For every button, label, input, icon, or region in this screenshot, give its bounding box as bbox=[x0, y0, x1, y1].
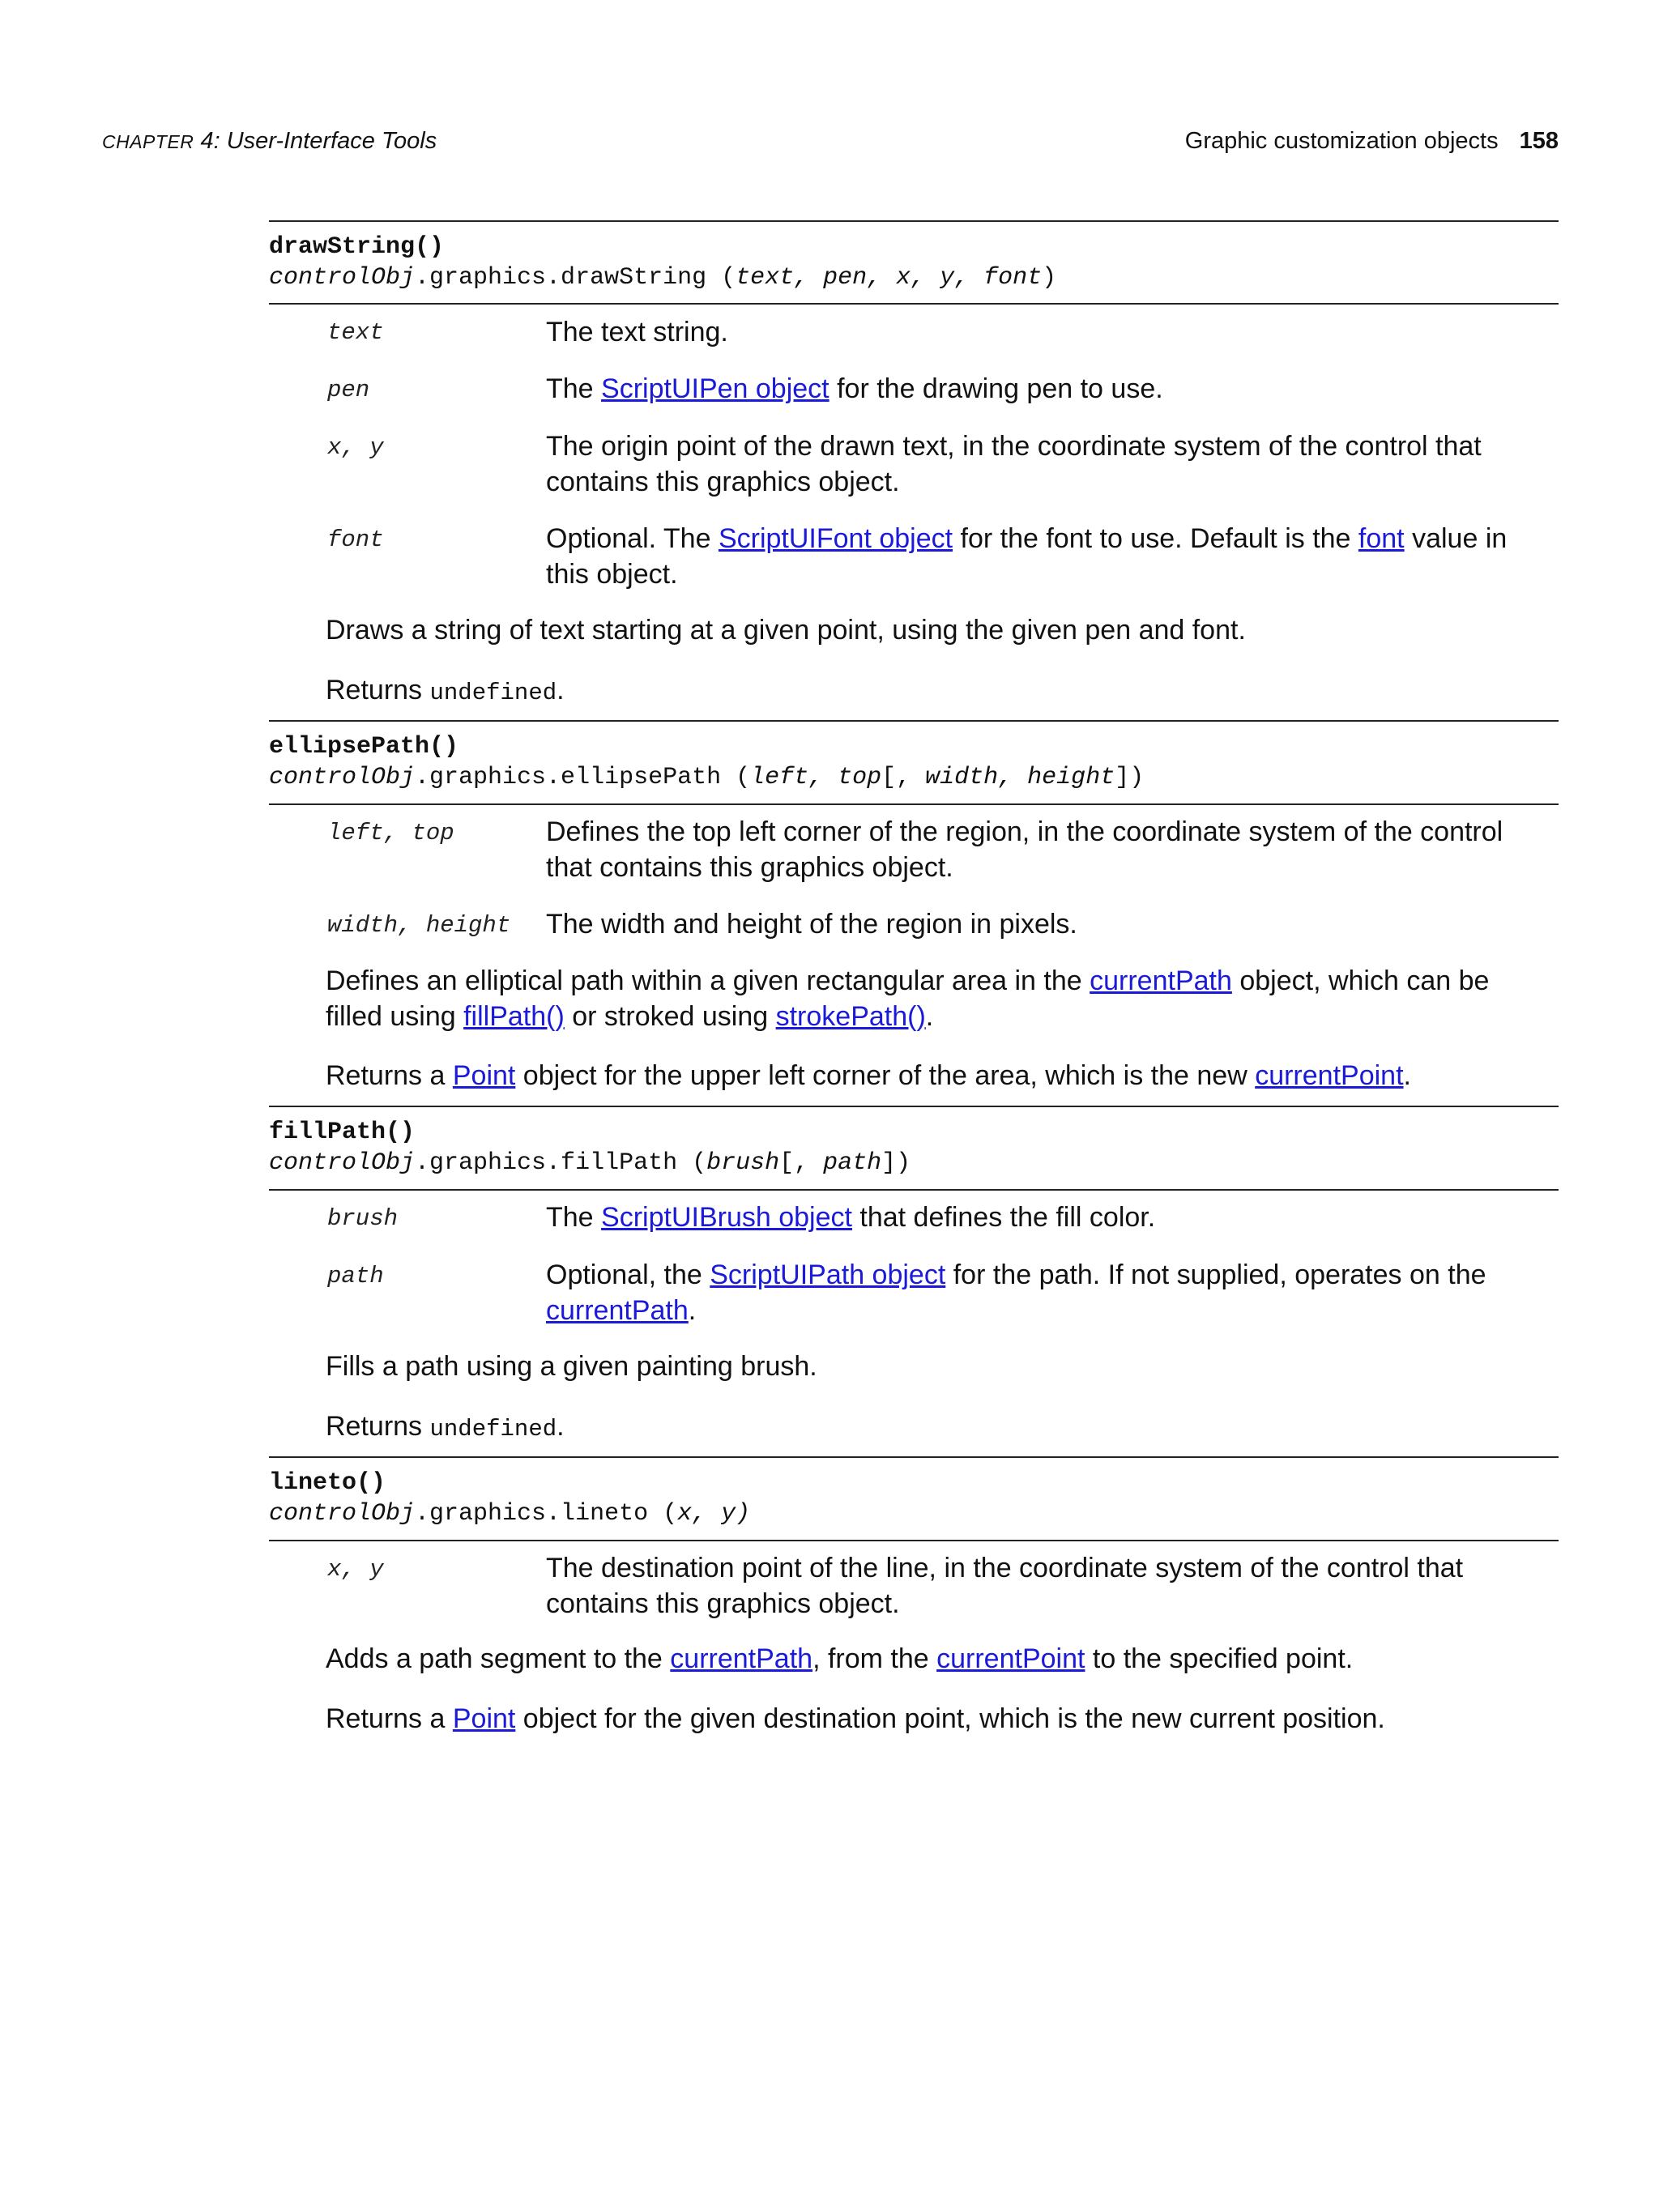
returns-b: . bbox=[557, 675, 565, 705]
sum-b: object, which can be filled using bbox=[326, 965, 1490, 1032]
param-font: font bbox=[327, 526, 384, 553]
desc-width-height: The width and height of the region in pixels. bbox=[546, 909, 1077, 940]
sig-mid: .graphics.fillPath ( bbox=[415, 1149, 707, 1177]
ellipsepath-summary bbox=[326, 963, 1549, 1034]
desc-pen-a: The bbox=[546, 373, 602, 404]
sig-p1: brush bbox=[706, 1149, 780, 1177]
sig-obj: controlObj bbox=[269, 1500, 416, 1528]
sig-p2: path bbox=[823, 1149, 882, 1177]
link-scriptuipen[interactable]: ScriptUIPen object bbox=[601, 373, 830, 404]
desc-pen bbox=[546, 371, 1542, 407]
desc-xy: The origin point of the drawn text, in the coordinate system of the control that contains this graphics object. bbox=[546, 431, 1482, 497]
returns-code: undefined bbox=[429, 1416, 557, 1443]
sig-br1: [, bbox=[881, 764, 926, 791]
ellipsepath-returns bbox=[326, 1058, 1549, 1093]
sum-d: . bbox=[925, 1001, 934, 1032]
sig-p2: width, height bbox=[925, 764, 1115, 791]
rule-lineto-top bbox=[269, 1456, 1559, 1458]
link-currentpoint[interactable]: currentPoint bbox=[1255, 1060, 1404, 1091]
link-scriptuibrush[interactable]: ScriptUIBrush object bbox=[601, 1202, 852, 1233]
param-xy: x, y bbox=[327, 434, 384, 461]
sig-end: ) bbox=[1042, 264, 1057, 292]
chapter-header bbox=[102, 128, 437, 155]
sum-c: or stroked using bbox=[564, 1001, 776, 1032]
lineto-method-name: lineto() bbox=[269, 1469, 386, 1497]
ellipsepath-method-name: ellipsePath() bbox=[269, 733, 459, 761]
section-title: Graphic customization objects bbox=[1184, 128, 1499, 154]
desc-text: The text string. bbox=[546, 317, 728, 347]
fillpath-method-name: fillPath() bbox=[269, 1119, 416, 1146]
sum-a: Adds a path segment to the bbox=[326, 1643, 671, 1674]
desc-left-top: Defines the top left corner of the region, in the coordinate system of the control that contains this graphics object. bbox=[546, 816, 1503, 883]
rule-drawstring-sig bbox=[269, 303, 1559, 305]
param-xy-lineto: x, y bbox=[327, 1556, 384, 1583]
param-left-top: left, top bbox=[327, 820, 454, 846]
param-brush: brush bbox=[327, 1205, 399, 1232]
sig-params: text, pen, x, y, font bbox=[736, 264, 1043, 292]
desc-path-c: . bbox=[688, 1295, 697, 1326]
link-currentpath-2[interactable]: currentPath bbox=[546, 1295, 689, 1326]
fillpath-returns bbox=[326, 1409, 1549, 1447]
sig-params: x, y) bbox=[677, 1500, 751, 1528]
desc-path bbox=[546, 1257, 1542, 1328]
desc-font bbox=[546, 521, 1542, 592]
link-currentpath-3[interactable]: currentPath bbox=[670, 1643, 813, 1674]
lineto-returns bbox=[326, 1701, 1549, 1737]
ret-a: Returns a bbox=[326, 1703, 453, 1734]
link-point-2[interactable]: Point bbox=[452, 1703, 516, 1734]
sum-a: Defines an elliptical path within a given rectangular area in the bbox=[326, 965, 1090, 996]
ellipsepath-signature bbox=[269, 731, 1144, 793]
rule-drawstring-top bbox=[269, 220, 1559, 222]
rule-ellipsepath-top bbox=[269, 720, 1559, 722]
desc-brush bbox=[546, 1200, 1542, 1235]
chapter-title: 4: User-Interface Tools bbox=[194, 128, 437, 154]
sig-mid: .graphics.lineto ( bbox=[415, 1500, 678, 1528]
sig-end: ]) bbox=[881, 1149, 911, 1177]
drawstring-signature bbox=[269, 232, 1056, 293]
desc-font-b: for the font to use. Default is the bbox=[953, 523, 1358, 554]
returns-a: Returns bbox=[326, 1411, 430, 1442]
desc-font-c: value in this object. bbox=[546, 523, 1508, 590]
sig-end: ]) bbox=[1115, 764, 1145, 791]
param-pen: pen bbox=[327, 377, 370, 403]
link-currentpath[interactable]: currentPath bbox=[1090, 965, 1232, 996]
sig-mid: .graphics.drawString ( bbox=[415, 264, 736, 292]
link-point[interactable]: Point bbox=[452, 1060, 516, 1091]
ret-c: . bbox=[1403, 1060, 1411, 1091]
fillpath-signature bbox=[269, 1117, 911, 1178]
drawstring-method-name: drawString() bbox=[269, 233, 445, 261]
rule-lineto-sig bbox=[269, 1540, 1559, 1541]
rule-ellipsepath-sig bbox=[269, 803, 1559, 805]
fillpath-summary: Fills a path using a given painting brush. bbox=[326, 1351, 817, 1382]
drawstring-summary: Draws a string of text starting at a given point, using the given pen and font. bbox=[326, 615, 1246, 646]
param-text: text bbox=[327, 319, 384, 346]
link-scriptuipath[interactable]: ScriptUIPath object bbox=[710, 1259, 946, 1290]
desc-brush-a: The bbox=[546, 1202, 602, 1233]
link-font[interactable]: font bbox=[1358, 523, 1405, 554]
returns-b: . bbox=[557, 1411, 565, 1442]
link-scriptuifont[interactable]: ScriptUIFont object bbox=[718, 523, 953, 554]
sig-mid: .graphics.ellipsePath ( bbox=[415, 764, 751, 791]
link-fillpath[interactable]: fillPath() bbox=[463, 1001, 565, 1032]
param-path: path bbox=[327, 1263, 384, 1289]
drawstring-returns bbox=[326, 672, 1549, 711]
returns-code: undefined bbox=[429, 680, 557, 706]
page-number: 158 bbox=[1519, 128, 1559, 154]
desc-pen-b: for the drawing pen to use. bbox=[829, 373, 1163, 404]
lineto-signature bbox=[269, 1468, 750, 1529]
rule-fillpath-top bbox=[269, 1106, 1559, 1107]
rule-fillpath-sig bbox=[269, 1189, 1559, 1191]
sig-obj: controlObj bbox=[269, 1149, 416, 1177]
section-header bbox=[1185, 128, 1559, 155]
ret-a: Returns a bbox=[326, 1060, 453, 1091]
desc-path-b: for the path. If not supplied, operates on the bbox=[945, 1259, 1486, 1290]
sig-br1: [, bbox=[779, 1149, 824, 1177]
ret-b: object for the upper left corner of the area, which is the new bbox=[515, 1060, 1256, 1091]
lineto-summary bbox=[326, 1641, 1549, 1677]
sum-c: to the specified point. bbox=[1085, 1643, 1354, 1674]
desc-brush-b: that defines the fill color. bbox=[851, 1202, 1156, 1233]
sig-p1: left, top bbox=[750, 764, 882, 791]
sum-b: , from the bbox=[812, 1643, 937, 1674]
sig-obj: controlObj bbox=[269, 264, 416, 292]
desc-xy-lineto: The destination point of the line, in the coordinate system of the control that contains this graphics object. bbox=[546, 1553, 1464, 1619]
sig-obj: controlObj bbox=[269, 764, 416, 791]
link-strokepath[interactable]: strokePath() bbox=[775, 1001, 926, 1032]
chapter-prefix: CHAPTER bbox=[102, 131, 194, 152]
desc-path-a: Optional, the bbox=[546, 1259, 710, 1290]
desc-font-a: Optional. The bbox=[546, 523, 719, 554]
ret-b: object for the given destination point, which is the new current position. bbox=[515, 1703, 1385, 1734]
link-currentpoint-2[interactable]: currentPoint bbox=[936, 1643, 1085, 1674]
returns-a: Returns bbox=[326, 675, 430, 705]
param-width-height: width, height bbox=[327, 912, 511, 939]
